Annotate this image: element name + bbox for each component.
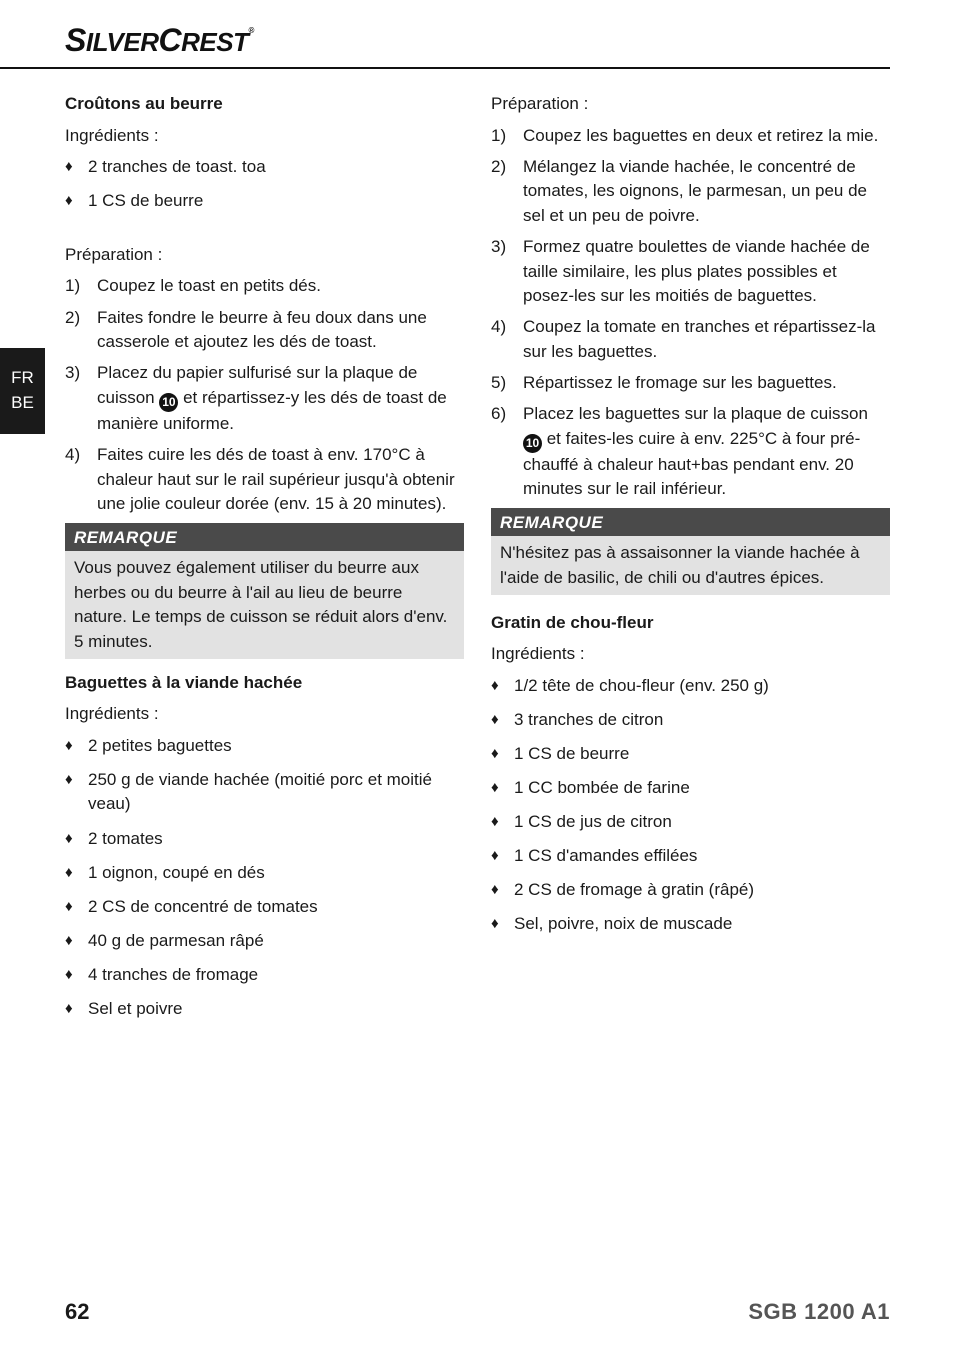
list-item: ♦ 1 CS de beurre xyxy=(65,189,464,214)
list-item: ♦ 1 CS d'amandes effilées xyxy=(491,844,890,869)
list-item: ♦ 40 g de parmesan râpé xyxy=(65,929,464,954)
step-item: 4) Coupez la tomate en tranches et répartissez-la sur les baguettes. xyxy=(491,317,876,361)
list-item: ♦ 1 CS de beurre xyxy=(491,742,890,767)
step-item: 3) Formez quatre boulettes de viande hachée de taille similaire, les plus plates possibles et posez-les sur les moitiés de baguettes. xyxy=(491,236,870,306)
list-item: ♦ 1 CS de jus de citron xyxy=(491,810,890,835)
section-title-baguettes: Baguettes à la viande hachée xyxy=(65,672,303,692)
list-item: ♦ 4 tranches de fromage xyxy=(65,963,464,988)
ingredients-label: Ingrédients : xyxy=(65,704,159,724)
step-item: 4) Faites cuire les dés de toast à env. 170°C à chaleur haut sur le rail supérieur jusqu'à obtenir une jolie couleur dorée (env. 15 à 20 minutes). xyxy=(65,444,455,514)
list-item: ♦ 1/2 tête de chou-fleur (env. 250 g) xyxy=(491,674,890,699)
note-text: N'hésitez pas à assaisonner la viande hachée à l'aide de basilic, de chili ou d'autres épices. xyxy=(491,536,890,594)
step-item: 3) Placez du papier sulfurisé sur la plaque de cuisson 10 et répartissez-y les dés de toast de manière uniforme. xyxy=(65,363,447,433)
list-item: ♦ 3 tranches de citron xyxy=(491,708,890,733)
right-column xyxy=(491,92,890,946)
list-item: ♦ 1 oignon, coupé en dés xyxy=(65,861,464,886)
ingredient-list-gratin xyxy=(491,674,890,937)
list-item: ♦ 1 CC bombée de farine xyxy=(491,776,890,801)
section-title-gratin: Gratin de chou-fleur xyxy=(491,612,654,632)
header-rule xyxy=(0,67,890,69)
list-item: ♦ 250 g de viande hachée (moitié porc et moitié veau) xyxy=(65,768,464,817)
list-item: ♦ 2 CS de fromage à gratin (râpé) xyxy=(491,878,890,903)
step-list-baguettes xyxy=(491,124,890,502)
left-column xyxy=(65,92,464,1031)
note-title: REMARQUE xyxy=(65,523,464,551)
section-title-croutons: Croûtons au beurre xyxy=(65,94,223,113)
note-box xyxy=(491,508,890,594)
ingredient-list-croutons xyxy=(65,155,464,214)
language-tab xyxy=(0,348,45,434)
step-item: 1) Coupez le toast en petits dés. xyxy=(65,276,321,296)
ingredients-label: Ingrédients : xyxy=(65,125,159,145)
step-item: 2) Mélangez la viande hachée, le concentré de tomates, les oignons, le parmesan, un peu de sel et un peu de poivre. xyxy=(491,156,867,225)
step-item: 6) Placez les baguettes sur la plaque de cuisson 10 et faites-les cuire à env. 225°C à four pré-chauffé à chaleur haut+bas pendant env. 20 minutes sur le rail inférieur. xyxy=(491,404,868,499)
preparation-label: Préparation : xyxy=(65,244,163,264)
language-code-fr: FR xyxy=(11,368,34,387)
list-item: ♦ 2 CS de concentré de tomates xyxy=(65,895,464,920)
list-item: ♦ 2 tranches de toast. toa xyxy=(65,155,464,180)
note-box xyxy=(65,523,464,658)
note-text: Vous pouvez également utiliser du beurre aux herbes ou du beurre à l'ail au lieu de beurre nature. Le temps de cuisson se réduit alors d'env. 5 minutes. xyxy=(65,551,464,658)
list-item: ♦ Sel et poivre xyxy=(65,997,464,1022)
step-list-croutons xyxy=(65,274,464,516)
note-title: REMARQUE xyxy=(491,508,890,536)
part-number-badge: 10 xyxy=(159,393,178,412)
brand-logo: SILVERCREST® xyxy=(65,22,254,58)
language-code-be: BE xyxy=(11,393,34,412)
step-item: 2) Faites fondre le beurre à feu doux dans une casserole et ajoutez les dés de toast. xyxy=(65,307,427,352)
step-item: 5) Répartissez le fromage sur les baguettes. xyxy=(491,372,837,392)
part-number-badge: 10 xyxy=(523,434,542,453)
ingredient-list-baguettes xyxy=(65,734,464,1022)
ingredients-label: Ingrédients : xyxy=(491,644,585,664)
page-number: 62 xyxy=(65,1299,90,1324)
list-item: ♦ 2 tomates xyxy=(65,827,464,852)
step-item: 1) Coupez les baguettes en deux et retirez la mie. xyxy=(491,125,879,145)
model-number: SGB 1200 A1 xyxy=(748,1299,890,1324)
preparation-label: Préparation : xyxy=(491,94,589,113)
list-item: ♦ 2 petites baguettes xyxy=(65,734,464,759)
list-item: ♦ Sel, poivre, noix de muscade xyxy=(491,912,890,937)
